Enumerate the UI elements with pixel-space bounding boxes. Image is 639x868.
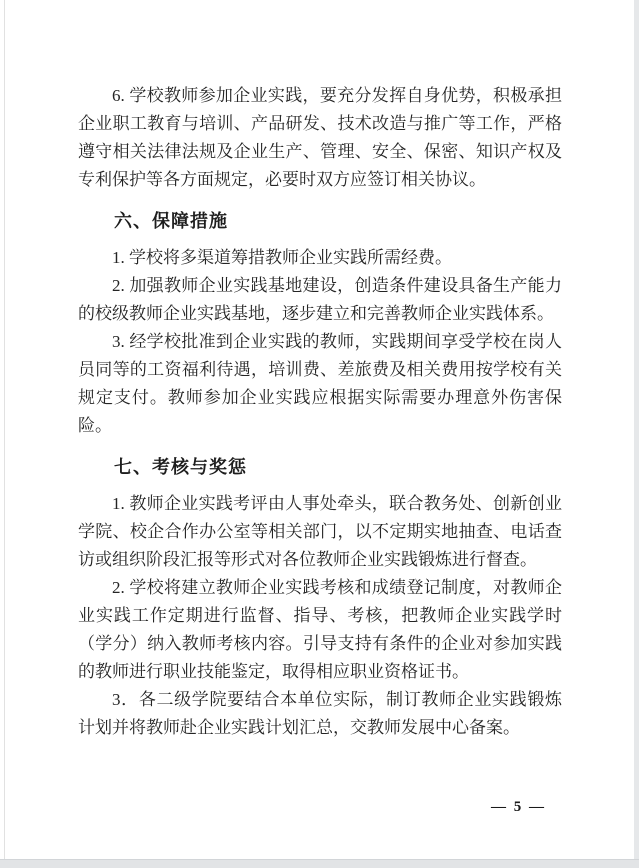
paragraph-section6-item-3: 3. 经学校批准到企业实践的教师，实践期间享受学校在岗人员同等的工资福利待遇，培训费、差旅费及相关费用按学校有关规定支付。教师参加企业实践应根据实际需要办理意外伤害保险。	[78, 332, 562, 435]
page-bottom-edge	[0, 859, 639, 868]
page-left-edge-line	[4, 0, 5, 868]
paragraph-section7-item-3: 3．各二级学院要结合本单位实际，制订教师企业实践锻炼计划并将教师赴企业实践计划汇总，交教师发展中心备案。	[78, 690, 562, 737]
paragraph-section7-item-1: 1. 教师企业实践考评由人事处牵头，联合教务处、创新创业学院、校企合作办公室等相关部门，以不定期实地抽查、电话查访或组织阶段汇报等形式对各位教师企业实践锻炼进行督查。	[78, 494, 562, 569]
paragraph-section7-item-2: 2. 学校将建立教师企业实践考核和成绩登记制度，对教师企业实践工作定期进行监督、指导、考核，把教师企业实践学时（学分）纳入教师考核内容。引导支持有条件的企业对参加实践的教师进行职业技能鉴定，取得相应职业资格证书。	[78, 578, 562, 681]
paragraph-section6-item-2: 2. 加强教师企业实践基地建设，创造条件建设具备生产能力的校级教师企业实践基地，逐步建立和完善教师企业实践体系。	[78, 276, 562, 323]
page-number: — 5 —	[491, 799, 546, 815]
heading-section-6-safeguard-measures: 六、保障措施	[114, 211, 228, 231]
document-content	[78, 82, 562, 742]
paragraph-section6-item-1: 1. 学校将多渠道筹措教师企业实践所需经费。	[112, 248, 452, 267]
page-right-edge	[634, 0, 639, 868]
heading-section-7-assessment-rewards: 七、考核与奖惩	[114, 457, 247, 477]
paragraph-item-6-continued: 6. 学校教师参加企业实践，要充分发挥自身优势，积极承担企业职工教育与培训、产品研发、技术改造与推广等工作，严格遵守相关法律法规及企业生产、管理、安全、保密、知识产权及专利保护等各方面规定，必要时双方应签订相关协议。	[78, 86, 562, 189]
